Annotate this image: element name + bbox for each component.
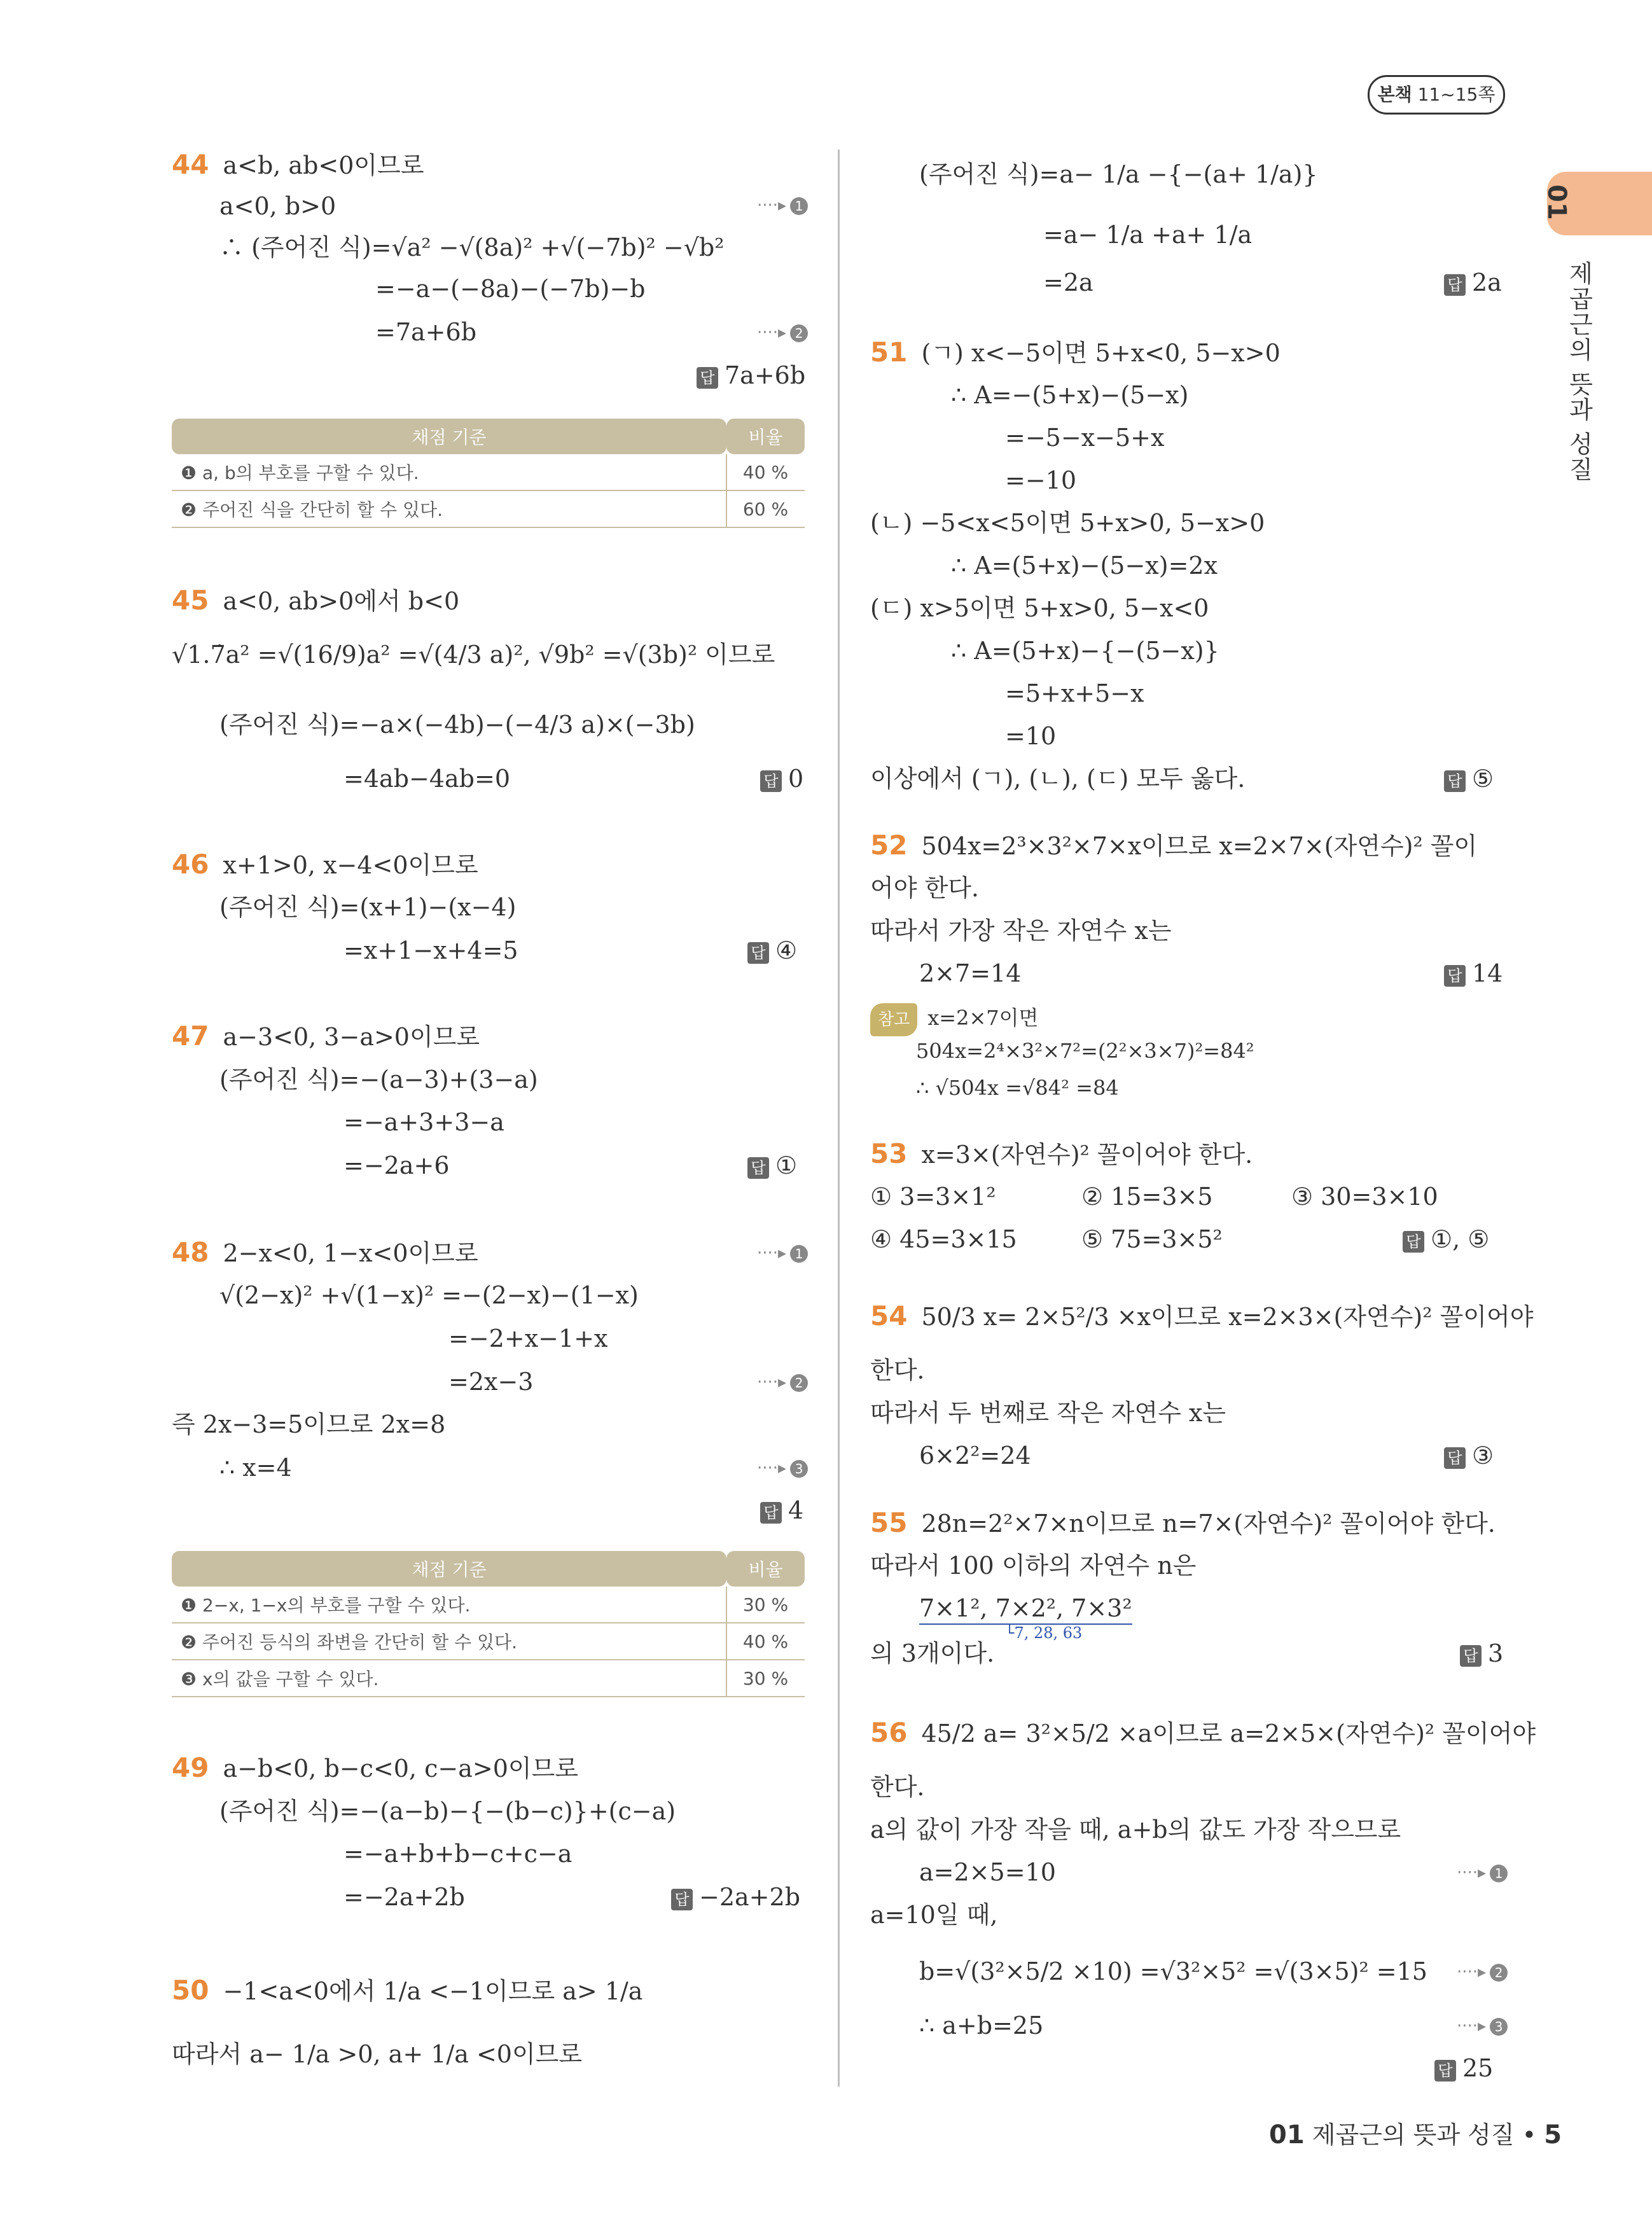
badge-pages: 11~15쪽 bbox=[1417, 84, 1496, 105]
answer-48: 답 4 bbox=[760, 1495, 803, 1526]
problem-56-line-5: a=10일 때, bbox=[870, 1901, 998, 1929]
page-footer bbox=[1269, 2115, 1562, 2150]
problem-54-line-2: 한다. bbox=[870, 1356, 925, 1384]
table-header-criteria: 채점 기준 bbox=[172, 419, 726, 454]
step-marker: ····▸ 1 bbox=[757, 1244, 808, 1263]
answer-52: 답 14 bbox=[1444, 958, 1503, 989]
footer-chapter: 01 bbox=[1269, 2120, 1305, 2150]
problem-56-line-3: a의 값이 가장 작을 때, a+b의 값도 가장 작으므로 bbox=[870, 1816, 1401, 1844]
scoring-table-44 bbox=[172, 419, 805, 528]
chapter-tab-title: 제곱근의 뜻과 성질 bbox=[1565, 261, 1593, 483]
problem-56-line-2: 한다. bbox=[870, 1773, 925, 1801]
problem-55-sub-note: └7, 28, 63 bbox=[1005, 1624, 1083, 1642]
problem-48-line-2: √(2−x)² +√(1−x)² =−(2−x)−(1−x) bbox=[219, 1281, 639, 1309]
page-range-badge bbox=[1368, 75, 1505, 115]
problem-49-line-1: 49 a−b<0, b−c<0, c−a>0이므로 bbox=[172, 1752, 578, 1783]
problem-55-line-3: 7×1², 7×2², 7×3² bbox=[919, 1593, 1132, 1625]
table-row: ❸ x의 값을 구할 수 있다. 30 % bbox=[172, 1660, 805, 1697]
problem-56-line-1: 56 45/2 a= 3²×5/2 ×a이므로 a=2×5×(자연수)² 꼴이어야 bbox=[870, 1717, 1536, 1748]
table-header-ratio: 비율 bbox=[726, 1551, 805, 1587]
problem-number: 44 bbox=[172, 149, 209, 180]
problem-55-line-2: 따라서 100 이하의 자연수 n은 bbox=[870, 1552, 1197, 1580]
problem-45-line-1: 45 a<0, ab>0에서 b<0 bbox=[172, 585, 460, 616]
answer-46: 답 ④ bbox=[747, 935, 797, 966]
answer-56: 답 25 bbox=[1434, 2053, 1493, 2083]
problem-51-line-2: ∴ A=−(5+x)−(5−x) bbox=[951, 381, 1189, 409]
problem-48-line-3: =−2+x−1+x bbox=[448, 1324, 608, 1352]
problem-48-line-6: ∴ x=4 bbox=[219, 1454, 292, 1482]
problem-50-cont-line-2: =a− 1/a +a+ 1/a bbox=[1043, 221, 1253, 249]
problem-49-line-4: =−2a+2b bbox=[344, 1883, 465, 1911]
step-marker: ····▸ 1 bbox=[757, 196, 808, 215]
problem-56-line-7: ∴ a+b=25 bbox=[919, 2012, 1044, 2040]
problem-49-line-3: =−a+b+b−c+c−a bbox=[344, 1840, 573, 1868]
footer-bullet: • bbox=[1522, 2121, 1537, 2149]
table-row: ❷ 주어진 등식의 좌변을 간단히 할 수 있다. 40 % bbox=[172, 1623, 805, 1660]
problem-48-line-1: 48 2−x<0, 1−x<0이므로 bbox=[172, 1237, 478, 1268]
problem-52-line-2: 어야 한다. bbox=[870, 874, 979, 902]
problem-56-line-4: a=2×5=10 bbox=[919, 1858, 1056, 1886]
problem-50-line-1: 50 −1<a<0에서 1/a <−1이므로 a> 1/a bbox=[172, 1975, 643, 2006]
choice-3: ③ 30=3×10 bbox=[1291, 1183, 1438, 1211]
problem-51-line-6: ∴ A=(5+x)−(5−x)=2x bbox=[951, 552, 1218, 580]
problem-45-line-2: √1.7̇a² =√(16/9)a² =√(4/3 a)², √9b² =√(3b)² 이므로 bbox=[172, 641, 775, 669]
note-line-2: 504x=2⁴×3²×7²=(2²×3×7)²=84² bbox=[916, 1039, 1254, 1063]
problem-45-line-3: (주어진 식)=−a×(−4b)−(−4/3 a)×(−3b) bbox=[219, 711, 695, 739]
problem-53-line-1: 53 x=3×(자연수)² 꼴이어야 한다. bbox=[870, 1138, 1253, 1169]
answer-45: 답 0 bbox=[760, 763, 803, 794]
problem-44-line-3: ∴ (주어진 식)=√a² −√(8a)² +√(−7b)² −√b² bbox=[219, 233, 725, 261]
problem-54-line-3: 따라서 두 번째로 작은 자연수 x는 bbox=[870, 1399, 1226, 1427]
choice-5: ⑤ 75=3×5² bbox=[1081, 1225, 1223, 1253]
answer-44: 답 7a+6b bbox=[697, 360, 805, 391]
problem-44-line-4: =−a−(−8a)−(−7b)−b bbox=[375, 275, 646, 303]
answer-47: 답 ① bbox=[747, 1150, 797, 1181]
problem-44-line-1: 44 a<b, ab<0이므로 bbox=[172, 149, 424, 180]
problem-47-line-2: (주어진 식)=−(a−3)+(3−a) bbox=[219, 1066, 538, 1094]
problem-51-line-9: =5+x+5−x bbox=[1005, 679, 1144, 707]
step-marker: ····▸ 3 bbox=[757, 1459, 808, 1478]
problem-48-line-4: =2x−3 bbox=[448, 1368, 534, 1396]
problem-55-line-4: 의 3개이다. bbox=[870, 1639, 995, 1667]
step-marker: ····▸ 2 bbox=[757, 1373, 808, 1392]
step-marker: ····▸ 1 bbox=[1457, 1863, 1508, 1882]
problem-44-line-2: a<0, b>0 bbox=[219, 192, 337, 220]
problem-52-line-3: 따라서 가장 작은 자연수 x는 bbox=[870, 917, 1172, 945]
note-label: 참고 bbox=[870, 1003, 917, 1036]
answer-55: 답 3 bbox=[1460, 1638, 1503, 1669]
problem-47-line-1: 47 a−3<0, 3−a>0이므로 bbox=[172, 1020, 480, 1052]
table-row: ❶ 2−x, 1−x의 부호를 구할 수 있다. 30 % bbox=[172, 1587, 805, 1623]
answer-54: 답 ③ bbox=[1444, 1440, 1494, 1471]
table-row: ❷ 주어진 식을 간단히 할 수 있다. 60 % bbox=[172, 490, 805, 527]
problem-51-line-8: ∴ A=(5+x)−{−(5−x)} bbox=[951, 637, 1219, 665]
problem-51-line-5: (ㄴ) −5<x<5이면 5+x>0, 5−x>0 bbox=[870, 509, 1265, 537]
table-header-criteria: 채점 기준 bbox=[172, 1551, 726, 1587]
problem-51-line-10: =10 bbox=[1005, 722, 1057, 750]
problem-46-line-2: (주어진 식)=(x+1)−(x−4) bbox=[219, 893, 517, 921]
problem-51-line-3: =−5−x−5+x bbox=[1005, 424, 1165, 452]
column-divider bbox=[838, 149, 840, 2087]
note-line-1: 참고 x=2×7이면 bbox=[870, 1003, 1038, 1036]
problem-54-line-1: 54 50/3 x= 2×5²/3 ×x이므로 x=2×3×(자연수)² 꼴이어야 bbox=[870, 1300, 1534, 1331]
step-marker: ····▸ 2 bbox=[1457, 1963, 1508, 1982]
step-marker: ····▸ 3 bbox=[1457, 2017, 1508, 2036]
step-marker: ····▸ 2 bbox=[757, 323, 808, 342]
footer-title: 제곱근의 뜻과 성질 bbox=[1312, 2121, 1515, 2149]
problem-46-line-3: =x+1−x+4=5 bbox=[344, 936, 518, 964]
problem-48-line-5: 즉 2x−3=5이므로 2x=8 bbox=[172, 1410, 446, 1438]
problem-52-line-4: 2×7=14 bbox=[919, 959, 1022, 987]
problem-51-line-11: 이상에서 (ㄱ), (ㄴ), (ㄷ) 모두 옳다. bbox=[870, 765, 1246, 793]
problem-47-line-4: =−2a+6 bbox=[344, 1151, 450, 1179]
problem-51-line-1: 51 (ㄱ) x<−5이면 5+x<0, 5−x>0 bbox=[870, 337, 1281, 368]
chapter-tab-number: 01 bbox=[1542, 184, 1571, 220]
problem-55-line-1: 55 28n=2²×7×n이므로 n=7×(자연수)² 꼴이어야 한다. bbox=[870, 1507, 1496, 1538]
problem-56-line-6: b=√(3²×5/2 ×10) =√3²×5² =√(3×5)² =15 bbox=[919, 1957, 1427, 1985]
problem-52-line-1: 52 504x=2³×3²×7×x이므로 x=2×7×(자연수)² 꼴이 bbox=[870, 830, 1478, 861]
problem-45-line-4: =4ab−4ab=0 bbox=[344, 765, 511, 793]
problem-51-line-4: =−10 bbox=[1005, 466, 1077, 494]
problem-47-line-3: =−a+3+3−a bbox=[344, 1108, 504, 1136]
answer-53: 답 ①, ⑤ bbox=[1403, 1224, 1489, 1255]
problem-54-line-4: 6×2²=24 bbox=[919, 1442, 1031, 1470]
answer-50: 답 2a bbox=[1444, 267, 1502, 298]
table-header-ratio: 비율 bbox=[726, 419, 805, 454]
badge-label: 본책 bbox=[1377, 84, 1412, 105]
problem-49-line-2: (주어진 식)=−(a−b)−{−(b−c)}+(c−a) bbox=[219, 1797, 676, 1825]
table-row: ❶ a, b의 부호를 구할 수 있다. 40 % bbox=[172, 454, 805, 490]
problem-50-cont-line-1: (주어진 식)=a− 1/a −{−(a+ 1/a)} bbox=[919, 160, 1318, 188]
problem-44-line-5: =7a+6b bbox=[375, 318, 477, 346]
note-line-3: ∴ √504x =√84² =84 bbox=[916, 1076, 1119, 1100]
choice-1: ① 3=3×1² bbox=[870, 1183, 996, 1211]
problem-46-line-1: 46 x+1>0, x−4<0이므로 bbox=[172, 849, 478, 880]
page-number: 5 bbox=[1544, 2120, 1562, 2150]
answer-51: 답 ⑤ bbox=[1444, 763, 1494, 794]
problem-50-line-2: 따라서 a− 1/a >0, a+ 1/a <0이므로 bbox=[172, 2040, 583, 2068]
answer-49: 답 −2a+2b bbox=[671, 1882, 800, 1912]
scoring-table-48 bbox=[172, 1551, 805, 1697]
problem-51-line-7: (ㄷ) x>5이면 5+x>0, 5−x<0 bbox=[870, 594, 1209, 622]
choice-2: ② 15=3×5 bbox=[1081, 1183, 1213, 1211]
choice-4: ④ 45=3×15 bbox=[870, 1225, 1017, 1253]
problem-50-cont-line-3: =2a bbox=[1043, 268, 1093, 296]
